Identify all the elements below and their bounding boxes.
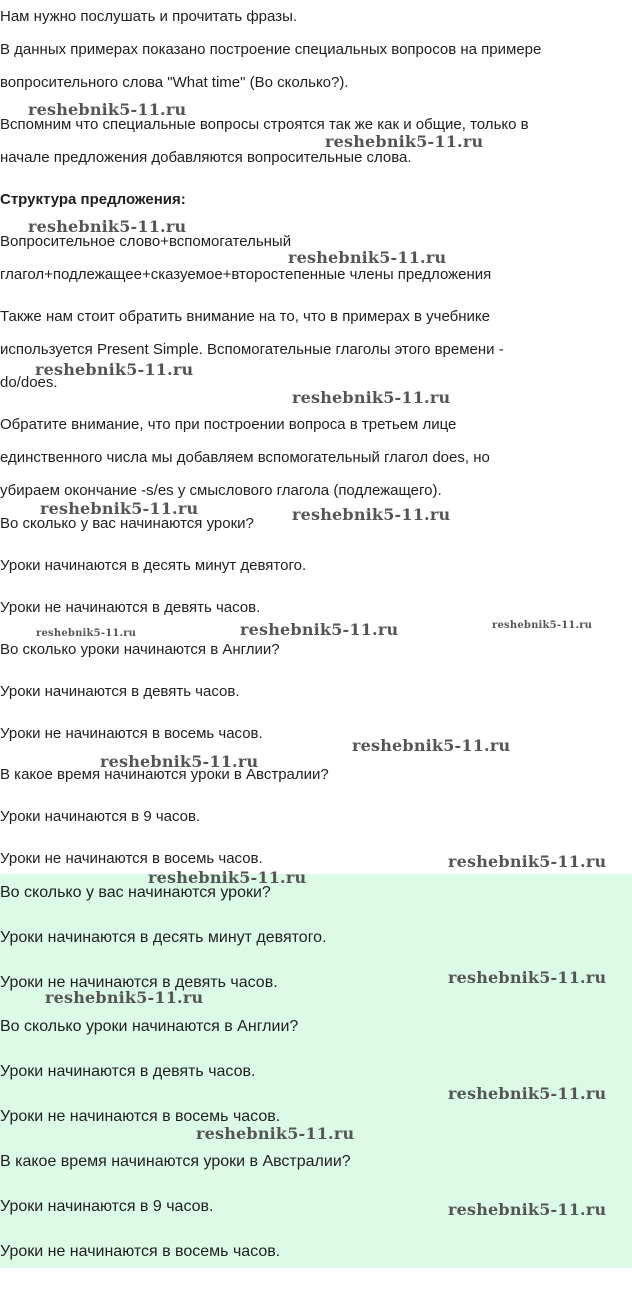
phrase-negative: Уроки не начинаются в восемь часов. <box>0 850 263 867</box>
watermark: reshebnik5-11.ru <box>28 217 187 236</box>
watermark: reshebnik5-11.ru <box>492 620 593 631</box>
watermark: reshebnik5-11.ru <box>100 752 259 771</box>
watermark: reshebnik5-11.ru <box>448 968 607 987</box>
note-line: используется Present Simple. Вспомогательные глаголы этого времени - <box>0 341 504 358</box>
note-line: do/does. <box>0 374 58 391</box>
note-line: убираем окончание -s/es у смыслового глагола (подлежащего). <box>0 482 442 499</box>
phrase-answer: Уроки начинаются в десять минут девятого. <box>0 557 307 574</box>
watermark: reshebnik5-11.ru <box>36 628 137 639</box>
phrase-answer: Уроки начинаются в 9 часов. <box>0 808 201 825</box>
phrase-negative: Уроки не начинаются в восемь часов. <box>0 725 263 742</box>
watermark: reshebnik5-11.ru <box>196 1124 355 1143</box>
watermark: reshebnik5-11.ru <box>448 1084 607 1103</box>
phrase-question: Во сколько у вас начинаются уроки? <box>0 515 254 532</box>
intro-line: Вспомним что специальные вопросы строятся так же как и общие, только в <box>0 116 529 133</box>
note-line: Также нам стоит обратить внимание на то, что в примерах в учебнике <box>0 308 490 325</box>
answer-negative: Уроки не начинаются в восемь часов. <box>0 1243 281 1260</box>
watermark: reshebnik5-11.ru <box>45 988 204 1007</box>
watermark: reshebnik5-11.ru <box>352 736 511 755</box>
watermark: reshebnik5-11.ru <box>448 852 607 871</box>
answer-negative: Уроки не начинаются в девять часов. <box>0 974 278 991</box>
answer-answer: Уроки начинаются в десять минут девятого. <box>0 929 327 946</box>
watermark: reshebnik5-11.ru <box>288 248 447 267</box>
watermark: reshebnik5-11.ru <box>240 620 399 639</box>
phrase-question: В какое время начинаются уроки в Австралии? <box>0 766 329 783</box>
answer-answer: Уроки начинаются в девять часов. <box>0 1063 256 1080</box>
intro-line: В данных примерах показано построение специальных вопросов на примере <box>0 41 542 58</box>
answer-answer: Уроки начинаются в 9 часов. <box>0 1198 214 1215</box>
intro-line: вопросительного слова "What time" (Во сколько?). <box>0 74 349 91</box>
answer-negative: Уроки не начинаются в восемь часов. <box>0 1108 281 1125</box>
note-line: единственного числа мы добавляем вспомогательный глагол does, но <box>0 449 490 466</box>
answer-question: Во сколько у вас начинаются уроки? <box>0 884 271 901</box>
intro-line: начале предложения добавляются вопросительные слова. <box>0 149 412 166</box>
watermark: reshebnik5-11.ru <box>292 505 451 524</box>
structure-line: глагол+подлежащее+сказуемое+второстепенные члены предложения <box>0 266 492 283</box>
watermark: reshebnik5-11.ru <box>28 100 187 119</box>
watermark: reshebnik5-11.ru <box>292 388 451 407</box>
structure-heading: Структура предложения: <box>0 191 186 208</box>
answer-question: Во сколько уроки начинаются в Англии? <box>0 1018 299 1035</box>
intro-line: Нам нужно послушать и прочитать фразы. <box>0 8 298 25</box>
answer-question: В какое время начинаются уроки в Австралии? <box>0 1153 351 1170</box>
watermark: reshebnik5-11.ru <box>40 499 199 518</box>
phrase-negative: Уроки не начинаются в девять часов. <box>0 599 261 616</box>
watermark: reshebnik5-11.ru <box>148 868 307 887</box>
watermark: reshebnik5-11.ru <box>35 360 194 379</box>
phrase-answer: Уроки начинаются в девять часов. <box>0 683 240 700</box>
watermark: reshebnik5-11.ru <box>448 1200 607 1219</box>
phrase-question: Во сколько уроки начинаются в Англии? <box>0 641 280 658</box>
structure-line: Вопросительное слово+вспомогательный <box>0 233 292 250</box>
watermark: reshebnik5-11.ru <box>325 132 484 151</box>
note-line: Обратите внимание, что при построении вопроса в третьем лице <box>0 416 457 433</box>
